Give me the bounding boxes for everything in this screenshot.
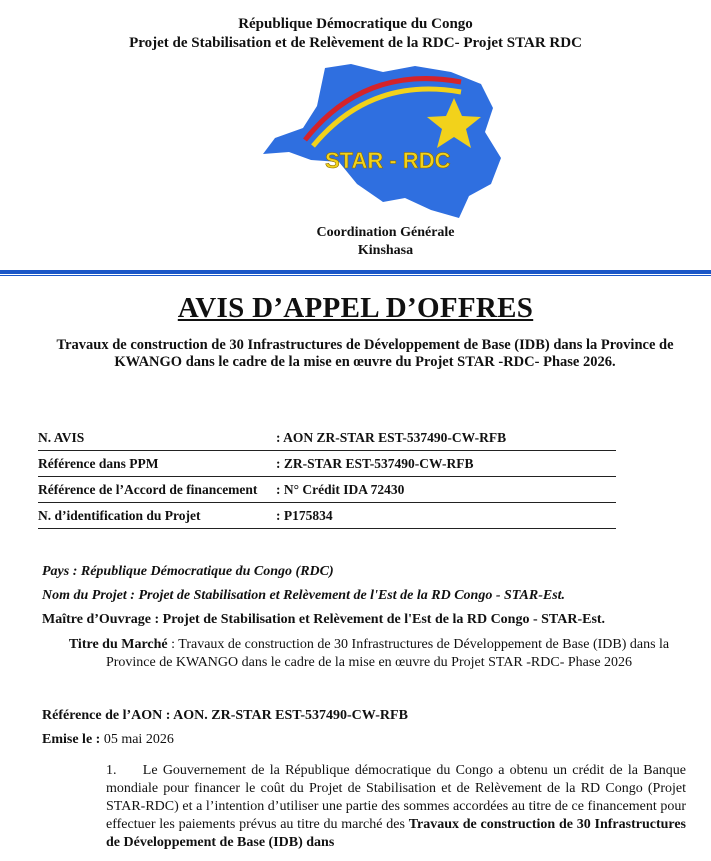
city-label: Kinshasa <box>357 243 414 258</box>
table-row <box>38 425 616 451</box>
paragraph-number: 1. <box>106 763 117 778</box>
id-label: Référence de l’Accord de financement <box>38 477 276 503</box>
id-value: : P175834 <box>276 503 616 529</box>
table-row <box>38 477 616 503</box>
aon-reference-line <box>42 707 682 725</box>
contract-title-value: : Travaux de construction de 30 Infrastructures de Développement de Base (IDB) dans la Province de KWANGO dans le cadre de la mise en œuvre du Projet STAR -RDC- Phase 2026 <box>105 637 670 670</box>
header-country: République Démocratique du Congo <box>238 16 473 32</box>
id-label: N. d’identification du Projet <box>38 503 276 529</box>
paragraph-text: Le Gouvernement de la République démocratique du Congo a obtenu un crédit de la Banque mondiale pour financer le coût du Projet de Stabilisation et de Relèvement de la RD Congo (Projet STAR-RDC) et a l’intention d’utiliser une partie des sommes accordées au titre de ce financement pour effectuer les paiements prévus au titre du marché des <box>106 763 687 832</box>
paragraph-1 <box>106 762 686 852</box>
id-value: : AON ZR-STAR EST-537490-CW-RFB <box>276 425 616 451</box>
logo-text: STAR - RDC <box>325 148 451 173</box>
paragraph-bold-tail: Travaux de construction de 30 Infrastructures de Développement de Base (IDB) dans <box>106 817 687 850</box>
issue-date-label: Emise le : <box>42 732 101 747</box>
header-rule <box>0 270 711 274</box>
table-row <box>38 451 616 477</box>
issue-date-line <box>42 731 682 749</box>
contract-title-label: Titre du Marché <box>68 637 168 652</box>
owner-label: Maître d’Ouvrage : <box>42 612 160 627</box>
owner-value: Projet de Stabilisation et Relèvement de l'Est de la RD Congo - STAR-Est. <box>159 612 606 627</box>
coordination-block <box>0 224 711 260</box>
aon-reference-value: AON. ZR-STAR EST-537490-CW-RFB <box>170 708 408 723</box>
star-rdc-map-logo <box>255 62 525 220</box>
project-name-line: Nom du Projet : Projet de Stabilisation et Relèvement de l'Est de la RD Congo - STAR-Est. <box>42 588 566 603</box>
issue-date-value: 05 mai 2026 <box>100 732 174 747</box>
country-line: Pays : République Démocratique du Congo (RDC) <box>42 564 334 579</box>
header-rule-thin <box>0 275 711 276</box>
aon-reference-label: Référence de l’AON : <box>42 708 171 723</box>
id-label: N. AVIS <box>38 425 276 451</box>
id-label: Référence dans PPM <box>38 451 276 477</box>
contract-title-line <box>60 636 678 672</box>
owner-line <box>42 611 682 629</box>
notice-title: AVIS D’APPEL D’OFFRES <box>177 292 534 324</box>
table-row <box>38 503 616 529</box>
id-value: : N° Crédit IDA 72430 <box>276 477 616 503</box>
identifiers-table <box>38 425 616 529</box>
header-project: Projet de Stabilisation et de Relèvement de la RDC- Projet STAR RDC <box>129 35 582 51</box>
notice-subject: Travaux de construction de 30 Infrastructures de Développement de Base (IDB) dans la Province de KWANGO dans le cadre de la mise en œuvre du Projet STAR -RDC- Phase 2026. <box>56 337 674 370</box>
coordination-label: Coordination Générale <box>316 225 455 240</box>
id-value: : ZR-STAR EST-537490-CW-RFB <box>276 451 616 477</box>
